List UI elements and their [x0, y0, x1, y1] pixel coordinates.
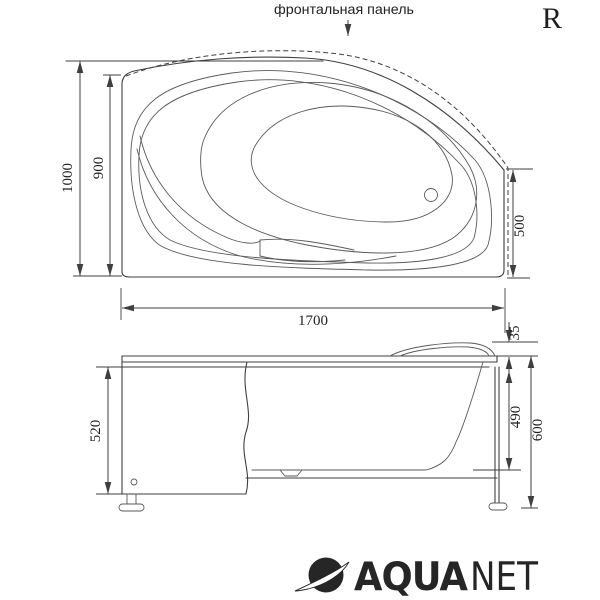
- logo-text-regular: NET: [470, 555, 539, 600]
- dimension-900: [91, 75, 121, 276]
- dimension-1700: [121, 288, 505, 333]
- dim-500-label: 500: [512, 214, 528, 238]
- left-foot: [119, 494, 144, 511]
- dimension-500: [506, 169, 533, 278]
- headrest: [390, 343, 495, 356]
- basin-inner-curve: [251, 106, 452, 222]
- aquanet-logo: [295, 555, 538, 600]
- basin-outer-curve: [201, 82, 477, 253]
- dim-1000-label: 1000: [60, 163, 76, 193]
- dim-520-label: 520: [88, 419, 104, 443]
- seat-curves: [137, 136, 396, 264]
- logo-text-bold: AQUA: [354, 555, 468, 600]
- right-leg: [489, 367, 507, 510]
- dimension-520: [88, 367, 122, 494]
- header: [274, 1, 562, 36]
- dim-900-label: 900: [91, 156, 107, 180]
- rim-outer-curve: [131, 71, 492, 271]
- dimension-600: [521, 356, 546, 508]
- panel-break-line: [244, 362, 249, 494]
- dim-1700-label: 1700: [298, 313, 328, 329]
- dim-600-label: 600: [530, 418, 546, 442]
- rim-bar: [122, 356, 497, 362]
- panel-screw-hole: [131, 479, 137, 485]
- drain-hole: [425, 189, 438, 202]
- top-view: [60, 51, 533, 333]
- tub-shell-profile: [246, 362, 497, 478]
- rim-inner-curve: [139, 80, 477, 263]
- frontal-panel-label: фронтальная панель: [274, 1, 414, 17]
- orientation-marker: R: [542, 2, 563, 35]
- dim-35-label: 35: [507, 325, 523, 341]
- front-panel: [122, 356, 249, 494]
- dim-490-label: 490: [508, 405, 524, 429]
- side-view: [88, 322, 546, 511]
- drain-recess: [280, 470, 302, 476]
